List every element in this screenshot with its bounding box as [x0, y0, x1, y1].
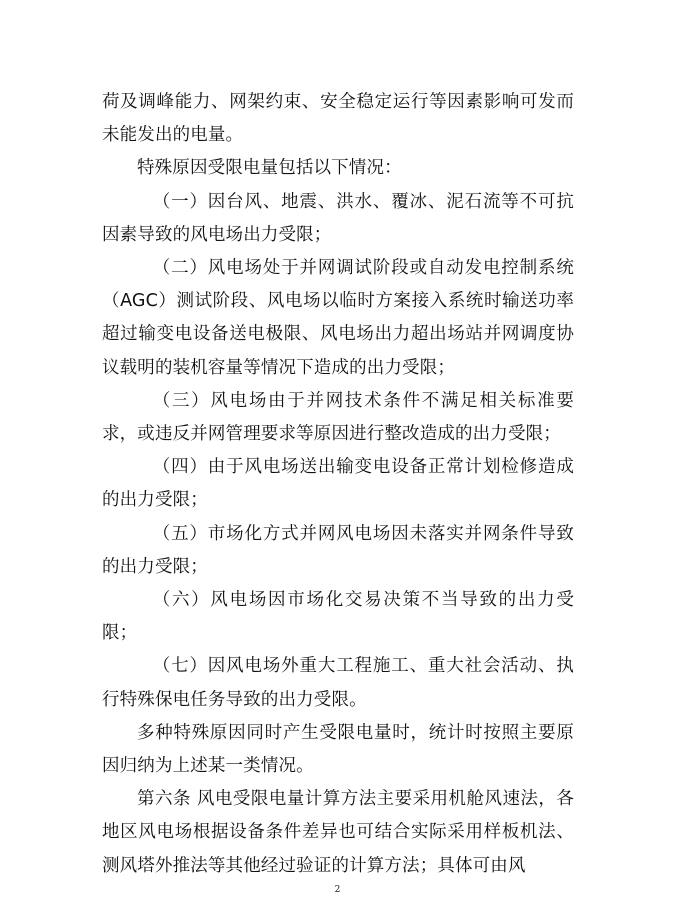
paragraph-item-3: （三）风电场由于并网技术条件不满足相关标准要求，或违反并网管理要求等原因进行整改造成的出力受限；: [102, 390, 574, 445]
paragraph-item-1: （一）因台风、地震、洪水、覆冰、泥石流等不可抗因素导致的风电场出力受限；: [102, 191, 574, 245]
page-number: 2: [334, 885, 341, 895]
paragraph-item-4: （四）由于风电场送出输变电设备正常计划检修造成的出力受限；: [102, 457, 574, 511]
paragraph-article-6: 第六条 风电受限电量计算方法主要采用机舱风速法，各地区风电场根据设备条件差异也可结合实际采用样板机法、测风塔外推法等其他经过验证的计算方法；具体可由风: [102, 789, 574, 876]
paragraph-continuation: 荷及调峰能力、网架约束、安全稳定运行等因素影响可发而未能发出的电量。: [102, 92, 574, 146]
paragraph-special-reasons-intro: 特殊原因受限电量包括以下情况：: [137, 158, 402, 179]
paragraph-item-5: （五）市场化方式并网风电场因未落实并网条件导致的出力受限；: [102, 523, 574, 577]
paragraph-item-2: （二）风电场处于并网调试阶段或自动发电控制系统（AGC）测试阶段、风电场以临时方案接入系统时输送功率超过输变电设备送电极限、风电场出力超出场站并网调度协议载明的装机容量等情况下造成的出力受限；: [102, 258, 574, 378]
paragraph-multiple-reasons: 多种特殊原因同时产生受限电量时，统计时按照主要原因归纳为上述某一类情况。: [102, 722, 574, 777]
paragraph-item-7: （七）因风电场外重大工程施工、重大社会活动、执行特殊保电任务导致的出力受限。: [102, 656, 574, 710]
document-body: [102, 86, 574, 883]
paragraph-item-6: （六）风电场因市场化交易决策不当导致的出力受限；: [102, 590, 574, 644]
